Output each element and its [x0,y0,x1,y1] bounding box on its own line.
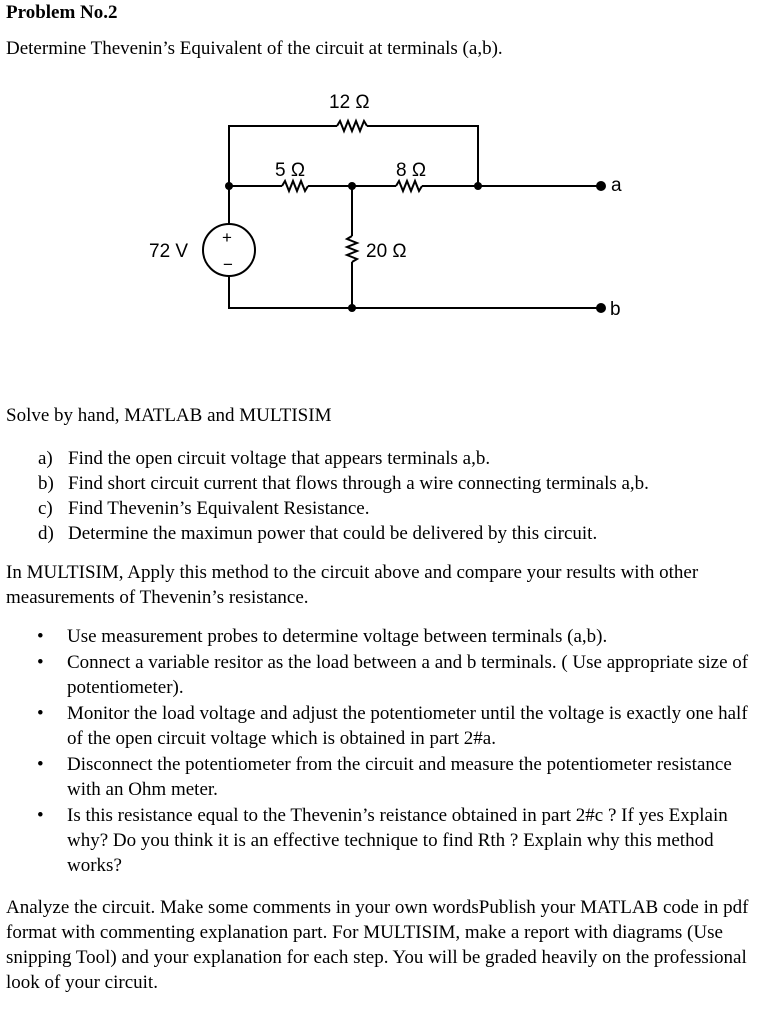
junction-node [225,182,233,190]
bullet-icon: • [37,626,44,647]
source-plus-sign: + [222,228,232,247]
question-text: Find short circuit current that flows through a wire connecting terminals a,b. [68,473,649,494]
question-text: Determine the maximun power that could be delivered by this circuit. [68,523,598,544]
analyze-instructions: Analyze the circuit. Make some comments in your own wordsPublish your MATLAB code in pdf format with commenting explanation part. For MULTISIM, make a report with diagrams (Use snipping Tool) and your explanation for each step. You will be graded heavily on the professional look of your circuit. [6,897,749,993]
label-5-ohm: 5 Ω [275,160,306,181]
label-8-ohm: 8 Ω [396,160,427,181]
label-12-ohm: 12 Ω [329,92,370,113]
junction-node [348,182,356,190]
question-label: b) [38,473,54,494]
resistor-12-ohm [337,121,367,131]
bullet-icon: • [37,703,44,724]
step-text: Is this resistance equal to the Thevenin’s reistance obtained in part 2#c ? If yes Explain why? Do you think it is an effective technique to find Rth ? Explain why this method works? [67,805,728,876]
bullet-icon: • [37,754,44,775]
terminal-a-label: a [611,175,622,196]
multisim-steps [0,624,778,879]
multisim-step [0,624,778,649]
step-text: Disconnect the potentiometer from the circuit and measure the potentiometer resistance with an Ohm meter. [67,754,732,800]
junction-node [474,182,482,190]
step-text: Use measurement probes to determine voltage between terminals (a,b). [67,626,608,647]
question-label: a) [38,448,53,469]
source-minus-sign: − [223,255,233,274]
step-text: Connect a variable resitor as the load between a and b terminals. ( Use appropriate size of potentiometer). [67,652,749,698]
resistor-8-ohm [396,181,422,191]
terminal-b-label: b [610,299,621,320]
question-item [38,521,649,546]
problem-statement: Determine Thevenin’s Equivalent of the circuit at terminals (a,b). [6,38,503,59]
problem-title: Problem No.2 [6,2,118,23]
step-text: Monitor the load voltage and adjust the potentiometer until the voltage is exactly one half of the open circuit voltage which is obtained in part 2#a. [67,703,748,749]
question-item [38,471,649,496]
question-item [38,496,649,521]
terminal-a-dot [596,181,606,191]
multisim-step [0,701,778,751]
bullet-icon: • [37,652,44,673]
bullet-icon: • [37,805,44,826]
multisim-step [0,650,778,700]
question-label: d) [38,523,54,544]
resistor-20-ohm [347,236,357,262]
question-list [38,446,649,546]
question-text: Find Thevenin’s Equivalent Resistance. [68,498,370,519]
junction-node [348,304,356,312]
label-72-v: 72 V [149,241,189,262]
multisim-step [0,803,778,878]
multisim-intro: In MULTISIM, Apply this method to the circuit above and compare your results with other measurements of Thevenin’s resistance. [6,562,699,608]
wire-source-bottom [229,276,600,308]
question-text: Find the open circuit voltage that appears terminals a,b. [68,448,491,469]
circuit-diagram [0,80,778,320]
multisim-step [0,752,778,802]
terminal-b-dot [596,303,606,313]
question-label: c) [38,498,53,519]
solve-heading: Solve by hand, MATLAB and MULTISIM [6,405,332,426]
question-item [38,446,649,471]
label-20-ohm: 20 Ω [366,241,407,262]
resistor-5-ohm [282,181,308,191]
